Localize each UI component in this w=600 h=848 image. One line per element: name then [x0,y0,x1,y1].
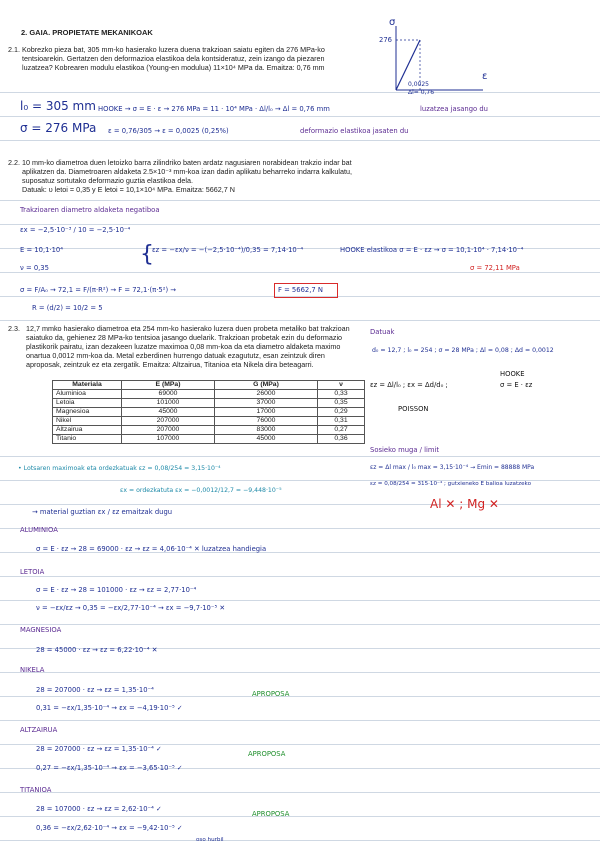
table-cell: Nikel [53,417,122,426]
section-line: 0,27 = −εx/1,35·10⁻⁴ → εx = −3,65·10⁻⁵ ✓ [36,764,183,772]
table-header: G (MPa) [215,381,318,390]
p21-eps-note: deformazio elastikoa jasaten du [300,127,409,135]
materials-table [52,380,365,444]
verdict-badge: APROPOSA [248,750,286,758]
table-header: E (MPa) [122,381,215,390]
p23-eps-defs: εz = Δl/l₀ ; εx = Δd/d₀ ; [370,381,448,389]
p23-limit-sub: εz = 0,08/254 = 315·10⁻⁴ ; gutxieneko E balioa luzatzeko [370,481,532,487]
table-row [53,399,365,408]
section-line: σ = E · εz → 28 = 101000 · εz → εz = 2,77·10⁻⁴ [36,586,197,594]
p23-hooke-eq: σ = E · εz [500,381,533,389]
p23-lot-note: → material guztian εx / εz emaitzak dugu [32,508,173,516]
graph-strain-label: 0,0025 [408,81,429,88]
stress-strain-graph [378,18,498,98]
table-cell: 0,33 [318,390,365,399]
graph-276-label: 276 [379,36,392,44]
table-header: Materiala [53,381,122,390]
p21-hooke-line: HOOKE → σ = E · ε → 276 MPa = 11 · 10⁴ MPa · Δl/l₀ → Δl = 0,76 mm [98,105,330,113]
p23-al-mg: Al ✕ ; Mg ✕ [430,497,499,511]
table-cell: 207000 [122,426,215,435]
p22-force-result: F = 5662,7 N [278,286,323,294]
graph-sigma-label: σ [389,17,396,28]
section-title: ALUMINIOA [20,526,58,534]
p23-eps-limit: εz = Δl max / l₀ max = 3,15·10⁻⁴ → Emin = 88888 MPa [370,464,535,471]
p22-E: E = 10,1·10⁴ [20,246,63,254]
section-line: 28 = 107000 · εz → εz = 2,62·10⁻⁴ ✓ [36,805,162,813]
table-cell: Titanio [53,435,122,444]
p21-l0: l₀ = 305 mm [20,99,96,113]
section-title: TITANIOA [20,786,52,794]
table-cell: 26000 [215,390,318,399]
table-row [53,408,365,417]
section-note: oso hurbil [196,837,224,843]
p22-brace: { [140,242,154,267]
table-row [53,426,365,435]
table-row [53,435,365,444]
section-title: NIKELA [20,666,45,674]
section-line: 0,36 = −εx/2,62·10⁻⁴ → εx = −9,42·10⁻⁵ ✓ [36,824,183,832]
section-line: 28 = 45000 · εz → εz = 6,22·10⁻⁴ ✕ [36,646,158,654]
p22-radius: R = (d/2) = 10/2 = 5 [32,304,103,312]
p23-lot-line: • Lotsaren maximoak eta ordezkatuak εz = 0,08/254 = 3,15·10⁻⁴ [18,465,221,472]
table-cell: 107000 [122,435,215,444]
p22-eps-x: εx = −2,5·10⁻³ / 10 = −2,5·10⁻⁴ [20,226,131,234]
problem-2-2-number: 2.2. [8,158,20,167]
p21-hooke-note: luzatzea jasango du [420,105,488,113]
p23-datuak-label: Datuak [370,328,395,336]
table-cell: Magnesioa [53,408,122,417]
p23-poisson: POISSON [398,405,429,413]
section-line: 28 = 207000 · εz → εz = 1,35·10⁻⁴ [36,686,154,694]
table-cell: Aluminioa [53,390,122,399]
problem-2-2-data: Datuak: υ letoi = 0,35 y E letoi = 10,1×10⁴ MPa. Emaitza: 5662,7 N [22,185,235,194]
table-cell: Altzairua [53,426,122,435]
section-line: 0,31 = −εx/1,35·10⁻⁴ → εx = −4,19·10⁻⁵ ✓ [36,704,183,712]
verdict-badge: APROPOSA [252,690,290,698]
problem-2-3-number: 2.3. [8,324,20,333]
p22-hooke: HOOKE elastikoa σ = E · εz → σ = 10,1·10⁴ · 7,14·10⁻⁴ [340,246,524,254]
p23-hooke-label: HOOKE [500,370,525,378]
p21-sigma: σ = 276 MPa [20,121,97,135]
table-cell: Letoia [53,399,122,408]
problem-2-1-text: Kobrezko pieza bat, 305 mm-ko hasierako luzera duena trakzioan saiatu egiten da 276 MPa-ko tentsioarekin. Gertatzen den deformazioa elastikoa dela kontsideratuz, zein izango da piezaren luzatzea? Kobrearen modulu elastikoa (Young-en modulua) 11×10⁴ MPa da. Emaitza: 0,76 mm [22,45,325,72]
section-title: MAGNESIOA [20,626,62,634]
section-title: ALTZAIRUA [20,726,58,734]
table-cell: 83000 [215,426,318,435]
table-cell: 69000 [122,390,215,399]
problem-2-2-text: 10 mm-ko diametroa duen letoizko barra zilindriko baten ardatz nagusiaren norabidean trakzio indar bat aplikatzen da. Diametroaren aldaketa 2.5×10⁻³ mm-koa izan dadin aplikatu beharreko indarra kalkulatu, suposatuz sortutako deformazio guztia elastikoa dela. [22,158,353,185]
p23-datuak-line: d₀ = 12,7 ; l₀ = 254 ; σ = 28 MPa ; Δl = 0,08 ; Δd = 0,0012 [372,347,554,354]
p22-nu: ν = 0,35 [20,264,49,272]
problem-2-1-number: 2.1. [8,45,20,54]
table-row [53,417,365,426]
table-cell: 0,29 [318,408,365,417]
table-cell: 0,36 [318,435,365,444]
table-cell: 0,31 [318,417,365,426]
verdict-badge: APROPOSA [252,810,290,818]
section-line: σ = E · εz → 28 = 69000 · εz → εz = 4,06·10⁻⁴ ✕ luzatzea handiegia [36,545,267,553]
table-cell: 37000 [215,399,318,408]
p22-eps-z: εz = −εx/ν = −(−2,5·10⁻⁴)/0,35 = 7,14·10⁻⁴ [152,246,304,254]
graph-dl-label: Δl= 0,76 [408,89,435,96]
p22-sigma-result: σ = 72,11 MPa [470,264,520,272]
problem-2-3-text: 12,7 mmko hasierako diametroa eta 254 mm-ko hasierako luzera duen probeta metaliko bat trakzioan saiatuko da, gehienez 28 MPa-ko tentsioa jasango duelarik. Trakzioan probetak ezin du deformazio plastikorik pairatu, izan dezakeen luzatze maximoa 0,08 mm-koa da eta diametro aldaketa maximo onartua 0,0012 mm-koa da. Metal ezberdinen hurrengo datuak ezagututz, esan zeintzuk diren aproposak, zeintzuk ez eta zergatik. Emaitza: Altzairua, Titanioa eta Nikela dira beteagarri. [26,324,350,369]
p21-eps-calc: ε = 0,76/305 → ε = 0,0025 (0,25%) [108,127,229,135]
p22-force-line: σ = F/A₀ → 72,1 = F/(π·R²) → F = 72,1·(π·5²) → [20,286,176,294]
table-cell: 207000 [122,417,215,426]
table-cell: 0,27 [318,426,365,435]
table-header-row [53,381,365,390]
p22-hw-title: Trakzioaren diametro aldaketa negatiboa [20,206,160,214]
table-cell: 45000 [122,408,215,417]
table-header: ν [318,381,365,390]
p23-lot-line2: εx = ordezkatuta εx = −0,0012/12,7 = −9,448·10⁻⁵ [120,487,282,494]
table-cell: 101000 [122,399,215,408]
table-cell: 0,35 [318,399,365,408]
graph-epsilon-label: ε [482,71,488,82]
table-cell: 17000 [215,408,318,417]
p23-limit-note: Sosieko muga / limit [370,446,440,454]
section-line: ν = −εx/εz → 0,35 = −εx/2,77·10⁻⁴ → εx = −9,7·10⁻⁵ ✕ [36,604,226,612]
section-line: 28 = 207000 · εz → εz = 1,35·10⁻⁴ ✓ [36,745,162,753]
page-heading: 2. GAIA. PROPIETATE MEKANIKOAK [21,28,153,37]
table-cell: 45000 [215,435,318,444]
table-row [53,390,365,399]
section-title: LETOIA [20,568,45,576]
table-cell: 76000 [215,417,318,426]
